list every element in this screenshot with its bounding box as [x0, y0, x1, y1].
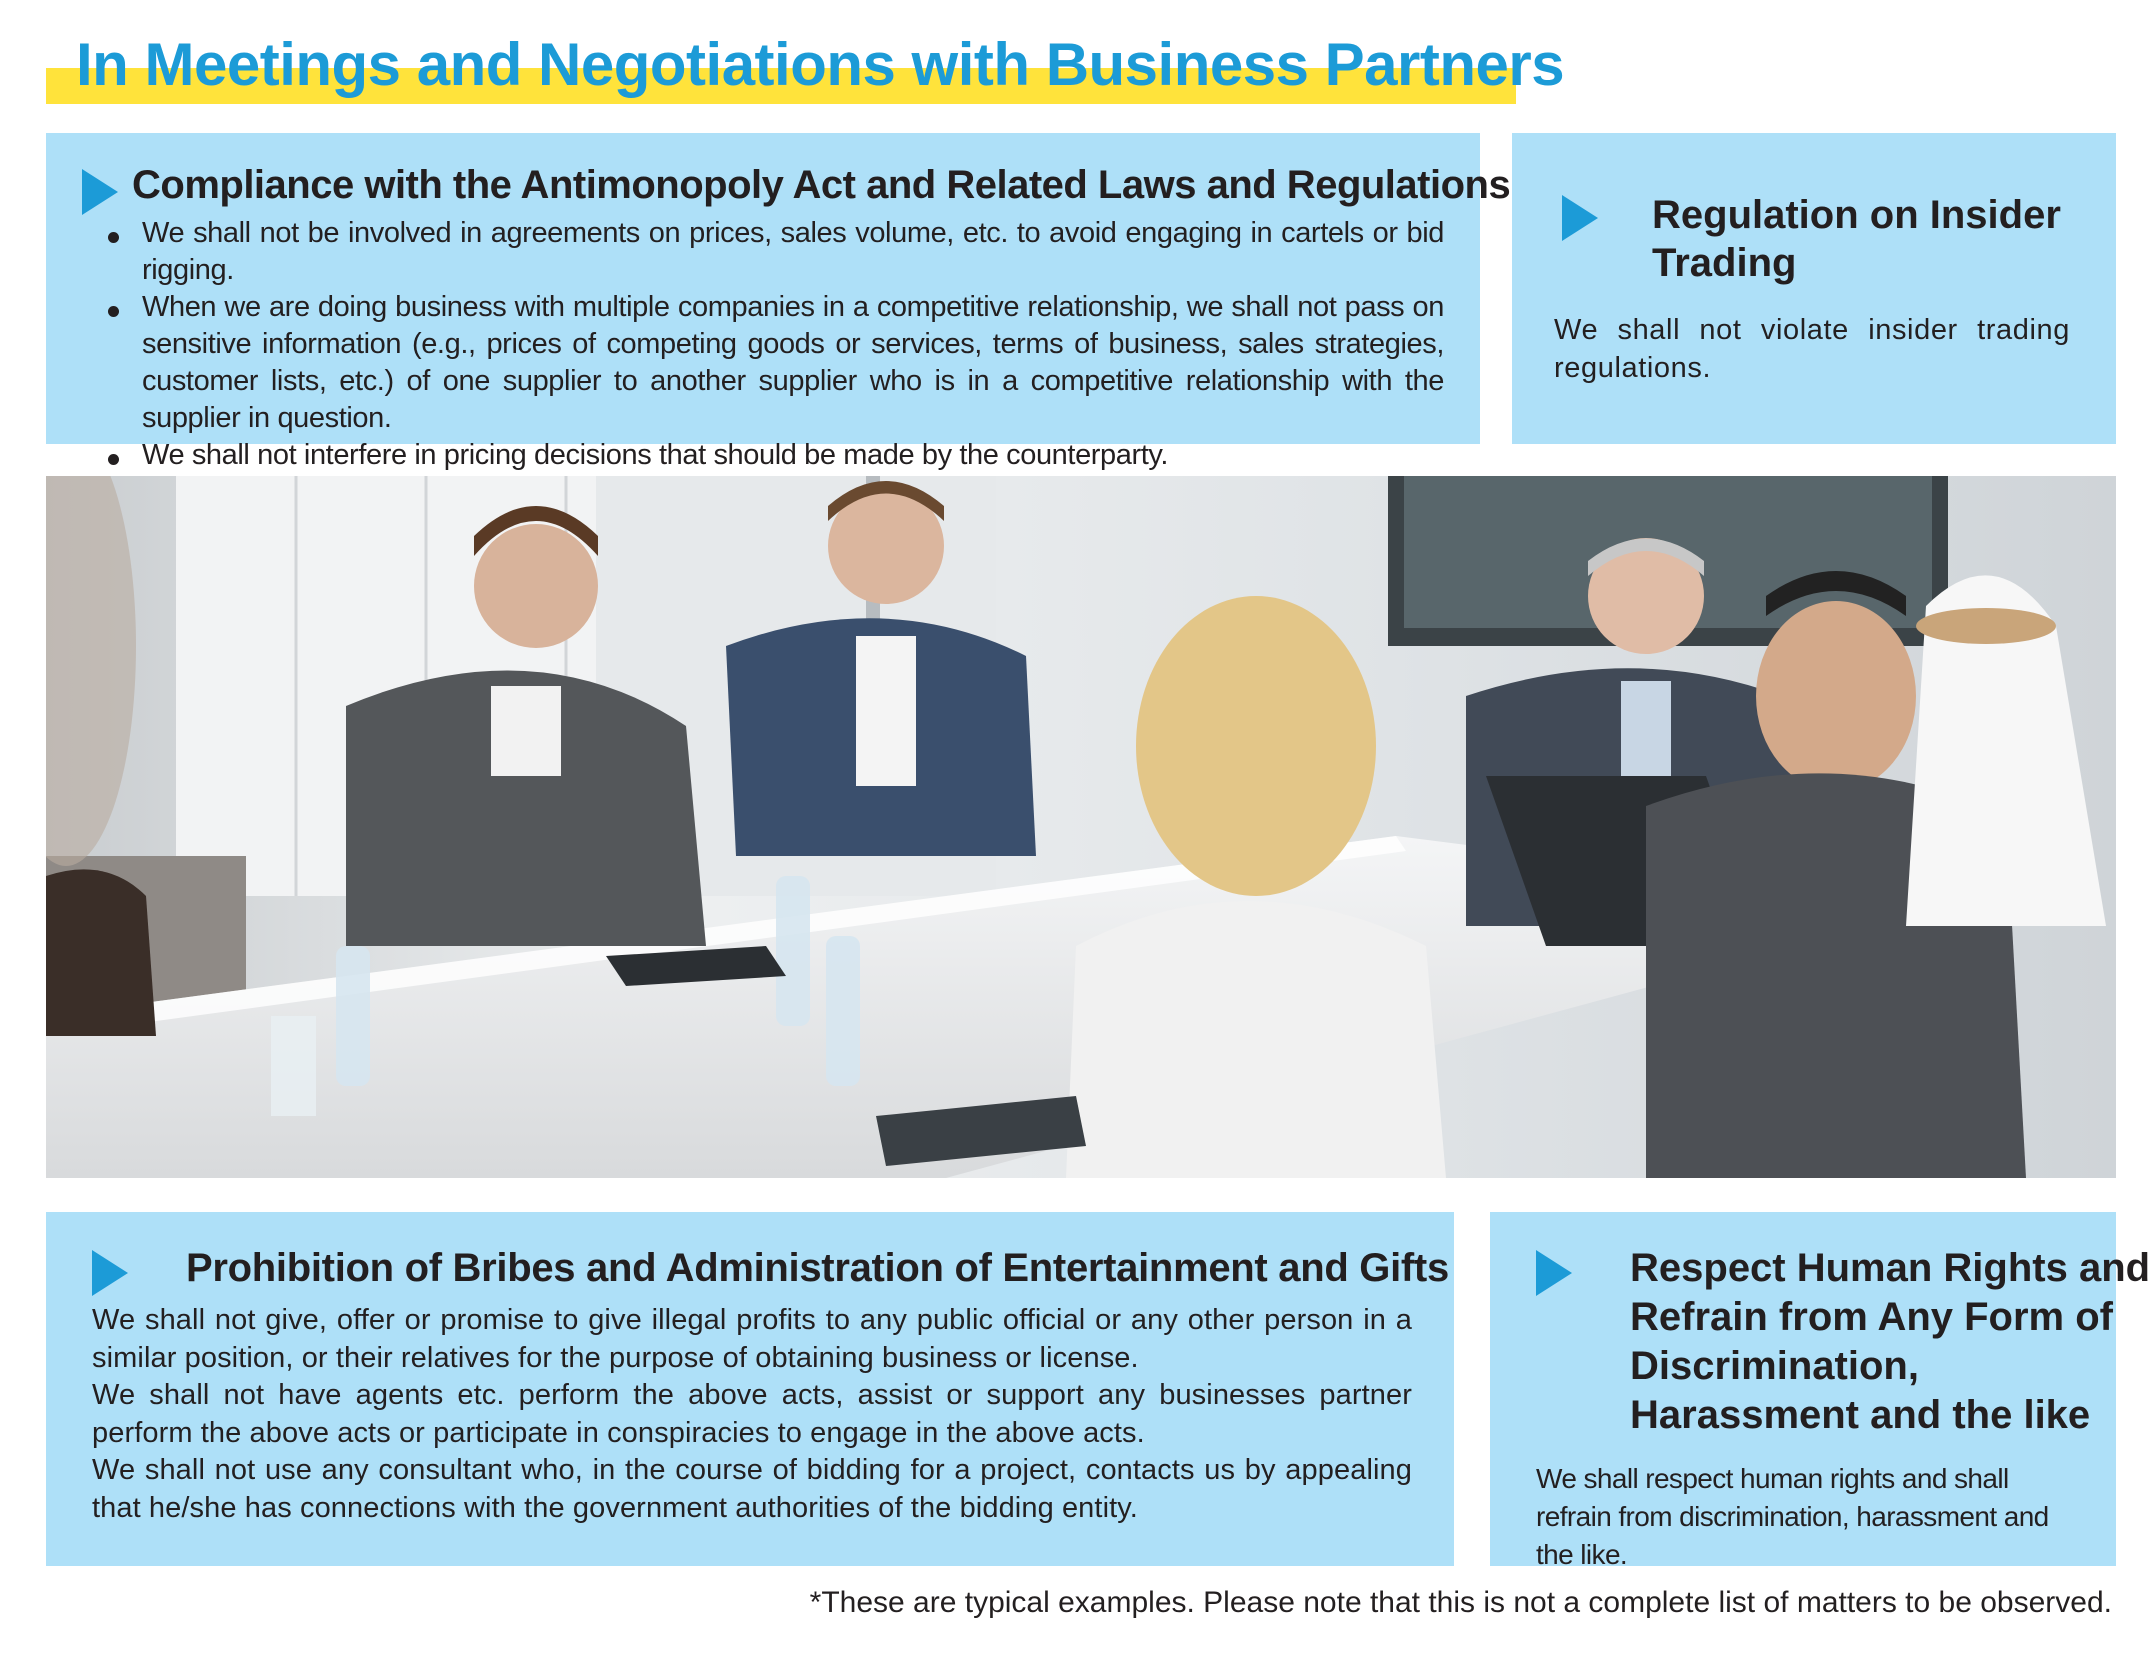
- bribes-paragraph: We shall not give, offer or promise to give illegal profits to any public official or any other person in a similar position, or their relatives for the purpose of obtaining business or license.: [92, 1304, 1412, 1374]
- meeting-photo-illustration: [46, 476, 2116, 1178]
- human-rights-box: [1490, 1212, 2151, 1570]
- antimonopoly-heading: Compliance with the Antimonopoly Act and Related Laws and Regulations: [132, 163, 1511, 207]
- bribes-box: [46, 1212, 1454, 1566]
- human-rights-body: We shall respect human rights and shall refrain from discrimination, harassment and the like.: [1536, 1463, 2049, 1570]
- page-title: In Meetings and Negotiations with Business Partners: [76, 31, 1565, 98]
- bullet-dot-icon: [108, 306, 119, 317]
- triangle-marker-icon: [1536, 1250, 1572, 1296]
- meeting-photo: [46, 476, 2116, 1178]
- bullet-dot-icon: [108, 454, 119, 465]
- insider-trading-box: [1512, 133, 2116, 444]
- antimonopoly-bullet-list: [74, 215, 1444, 474]
- triangle-marker-icon: [92, 1250, 128, 1296]
- triangle-marker-icon: [1562, 195, 1598, 241]
- bribes-paragraph: We shall not have agents etc. perform the above acts, assist or support any businesses partner perform the above acts or participate in conspiracies to engage in the above acts.: [92, 1379, 1412, 1449]
- footnote: *These are typical examples. Please note that this is not a complete list of matters to be observed.: [809, 1586, 2112, 1619]
- list-item: We shall not be involved in agreements on prices, sales volume, etc. to avoid engaging in cartels or bid rigging.: [74, 215, 1444, 289]
- bribes-body: [92, 1302, 1412, 1527]
- list-item: We shall not interfere in pricing decisions that should be made by the counterparty.: [74, 437, 1444, 474]
- list-item: When we are doing business with multiple companies in a competitive relationship, we shall not pass on sensitive information (e.g., prices of competing goods or services, terms of business, sales strategies, customer lists, etc.) of one supplier to another supplier who is in a competitive relationship with the supplier in question.: [74, 289, 1444, 437]
- insider-trading-heading: Regulation on Insider Trading: [1652, 193, 2061, 285]
- antimonopoly-box: [46, 133, 1511, 471]
- bullet-dot-icon: [108, 232, 119, 243]
- triangle-marker-icon: [82, 169, 118, 215]
- bribes-heading: Prohibition of Bribes and Administration of Entertainment and Gifts: [186, 1246, 1449, 1290]
- insider-trading-body: We shall not violate insider trading regulations.: [1554, 314, 2070, 384]
- human-rights-heading: Respect Human Rights and Refrain from Any Form of Discrimination, Harassment and the like: [1630, 1246, 2151, 1437]
- bribes-paragraph: We shall not use any consultant who, in the course of bidding for a project, contacts us by appealing that he/she has connections with the government authorities of the bidding entity.: [92, 1454, 1412, 1524]
